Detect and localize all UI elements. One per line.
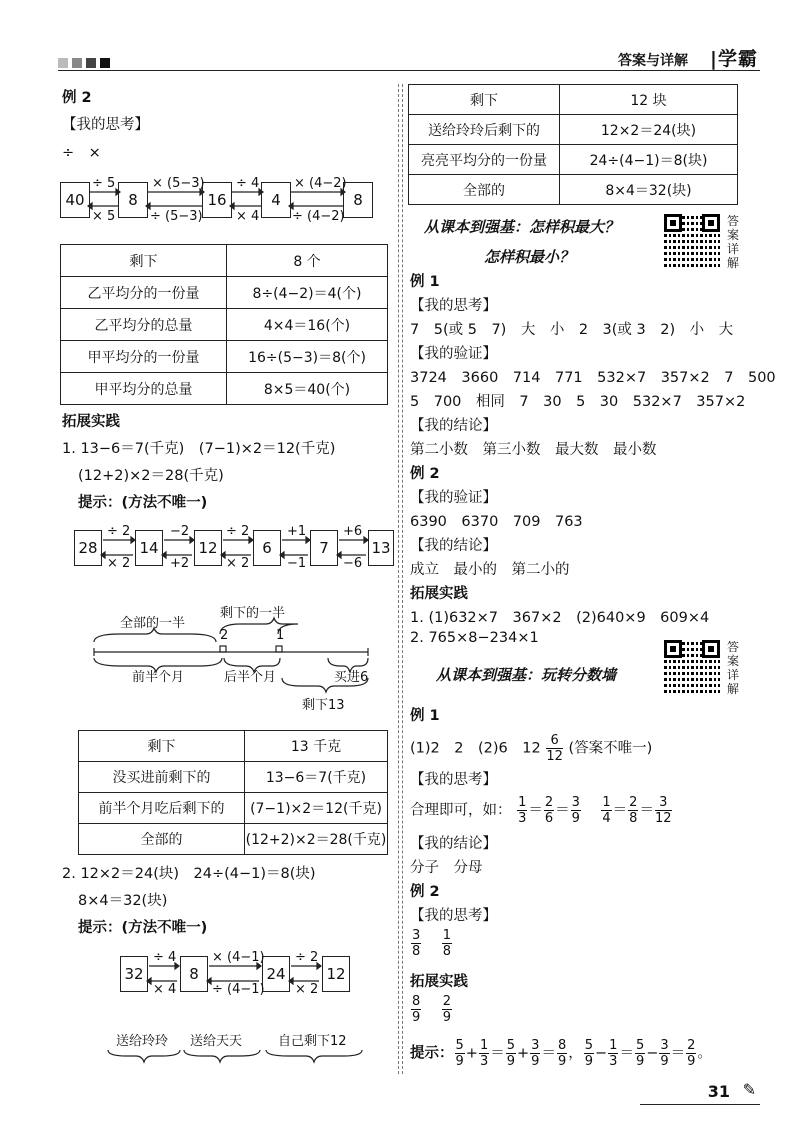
frac-den: 6 xyxy=(544,811,554,826)
s1-verify2-line: 6390 6370 709 763 xyxy=(410,514,583,530)
frac-den: 9 xyxy=(660,1054,669,1069)
label-n2: 2 xyxy=(220,628,229,643)
frac-den: 9 xyxy=(442,1010,451,1025)
hint-f2-1 xyxy=(608,1038,618,1069)
label-second-half-month: 后半个月 xyxy=(224,670,277,685)
frac-den: 8 xyxy=(629,811,638,826)
header-square-3 xyxy=(86,58,96,68)
frac-c1 xyxy=(442,928,452,959)
chain1-top-3: × (4−2) xyxy=(294,176,347,191)
frac-num: 1 xyxy=(609,1038,618,1053)
expand-practice-heading: 拓展实践 xyxy=(62,414,120,430)
chain1-box-2: 16 xyxy=(202,182,232,218)
chain3-top-0: ÷ 4 xyxy=(153,950,177,965)
q1-line-2: (12+2)×2＝28(千克) xyxy=(78,468,224,484)
hint-f1-1 xyxy=(479,1038,489,1069)
s1-example-1: 例 1 xyxy=(410,274,440,290)
chain1-box-4: 8 xyxy=(343,182,373,218)
s2-fracs-d xyxy=(410,994,453,1025)
frac-d1 xyxy=(442,994,452,1025)
label-first-half-month: 前半个月 xyxy=(132,670,185,685)
frac-a1 xyxy=(544,795,554,826)
chain3-box-0: 32 xyxy=(120,956,148,992)
t2-r3-c1: (12+2)×2＝28(千克) xyxy=(245,824,388,855)
table-1 xyxy=(60,244,388,405)
hint-f2-2 xyxy=(635,1038,645,1069)
table-3 xyxy=(408,84,738,205)
pencil-icon: ✎ xyxy=(742,1080,756,1099)
frac-num: 1 xyxy=(442,928,451,943)
chain1-bottom-0: × 5 xyxy=(92,209,116,224)
chain1-box-0: 40 xyxy=(60,182,90,218)
s2-conclusion-label: 【我的结论】 xyxy=(410,836,497,852)
footer-rule xyxy=(640,1104,760,1105)
frac-num: 3 xyxy=(412,928,421,943)
qr-caption-1: 答案详解 xyxy=(726,214,739,270)
frac-num: 2 xyxy=(629,795,638,810)
s2-line-1-pre: (1)2 2 (2)6 12 xyxy=(410,740,541,757)
frac-den: 8 xyxy=(412,944,421,959)
t3-r1-c0: 送给玲玲后剩下的 xyxy=(409,115,560,145)
s1-thinking-label: 【我的思考】 xyxy=(410,298,497,314)
frac-d0 xyxy=(411,994,421,1025)
segment-diagram-2-lines xyxy=(100,1044,390,1068)
header-rule xyxy=(58,70,760,71)
hint-f1-4 xyxy=(557,1038,567,1069)
qr-code-1-icon[interactable] xyxy=(664,214,720,270)
frac-den: 12 xyxy=(654,811,672,826)
hint-2: 提示：(方法不唯一) xyxy=(78,920,208,936)
frac-c0 xyxy=(411,928,421,959)
t1-r1-c0: 乙平均分的一份量 xyxy=(61,277,227,309)
t1-r1-c1: 8÷(4−2)＝4(个) xyxy=(227,277,388,309)
frac-b0 xyxy=(601,795,611,826)
chain3-bottom-1: ÷ (4−1) xyxy=(212,982,265,997)
frac-b1 xyxy=(628,795,638,826)
chain3-box-2: 24 xyxy=(262,956,290,992)
frac-a0 xyxy=(517,795,527,826)
column-divider-2 xyxy=(402,84,403,1074)
t1-r3-c1: 16÷(5−3)＝8(个) xyxy=(227,341,388,373)
s1-conclusion-line: 第二小数 第三小数 最大数 最小数 xyxy=(410,442,657,458)
hint-f1-3 xyxy=(530,1038,540,1069)
frac-den: 9 xyxy=(557,1054,567,1069)
s1-conclusion2-label: 【我的结论】 xyxy=(410,538,497,554)
t2-r1-c0: 没买进前剩下的 xyxy=(79,762,245,793)
t2-r1-c1: 13−6＝7(千克) xyxy=(245,762,388,793)
ops-text: ÷ × xyxy=(62,145,101,161)
s1-thinking-line: 7 5(或 5 7) 大 小 2 3(或 3 2) 小 大 xyxy=(410,322,734,338)
t1-r2-c1: 4×4＝16(个) xyxy=(227,309,388,341)
section1-title-line2: 怎样积最小？ xyxy=(484,248,575,266)
label-give-tiantian: 送给天天 xyxy=(190,1034,243,1049)
frac-num: 6 xyxy=(546,733,563,749)
frac-den: 9 xyxy=(635,1054,645,1069)
chain1-top-1: × (5−3) xyxy=(152,176,205,191)
t3-r3-c0: 全部的 xyxy=(409,175,560,205)
s1-verify-line-2: 5 700 相同 7 30 5 30 532×7 357×2 xyxy=(410,394,746,410)
chain2-top-1: −2 xyxy=(170,524,190,539)
t1-r4-c0: 甲平均分的总量 xyxy=(61,373,227,405)
frac-den: 3 xyxy=(479,1054,489,1069)
frac-num: 5 xyxy=(506,1038,515,1053)
frac-num: 3 xyxy=(571,795,580,810)
hint-f2-4 xyxy=(686,1038,696,1069)
chain2-box-1: 14 xyxy=(135,530,163,566)
t1-r4-c1: 8×5＝40(个) xyxy=(227,373,388,405)
label-all-half: 全部的一半 xyxy=(120,616,186,631)
s1-conclusion2-line: 成立 最小的 第二小的 xyxy=(410,562,570,578)
hint-1: 提示：(方法不唯一) xyxy=(78,495,208,511)
s1-expand-heading: 拓展实践 xyxy=(410,586,468,602)
frac-den: 9 xyxy=(506,1054,515,1069)
s2-thinking2-label: 【我的思考】 xyxy=(410,908,497,924)
frac-den: 9 xyxy=(531,1054,540,1069)
hint-f1-2 xyxy=(506,1038,516,1069)
frac-den: 9 xyxy=(412,1010,421,1025)
t1-r0-c0: 剩下 xyxy=(61,245,227,277)
chain2-bottom-4: −6 xyxy=(343,556,363,571)
frac-num: 1 xyxy=(479,1038,489,1053)
frac-den: 3 xyxy=(609,1054,618,1069)
hint-f1-0 xyxy=(455,1038,465,1069)
header-square-4 xyxy=(100,58,110,68)
column-divider xyxy=(398,84,399,1074)
hint-f2-0 xyxy=(584,1038,594,1069)
chain3-box-1: 8 xyxy=(180,956,208,992)
my-thinking-label: 【我的思考】 xyxy=(62,117,149,133)
chain3-box-3: 12 xyxy=(322,956,350,992)
chain1-bottom-1: ÷ (5−3) xyxy=(150,209,203,224)
frac-num: 2 xyxy=(687,1038,696,1053)
s2-expand-heading: 拓展实践 xyxy=(410,974,468,990)
chain2-top-0: ÷ 2 xyxy=(107,524,131,539)
s1-expand-2: 2. 765×8−234×1 xyxy=(410,630,539,646)
frac-num: 3 xyxy=(655,795,672,811)
s2-fracs-c xyxy=(410,928,453,959)
s1-expand-1: 1. (1)632×7 367×2 (2)640×9 609×4 xyxy=(410,610,710,626)
label-remaining-half: 剩下的一半 xyxy=(220,606,286,621)
frac-num: 8 xyxy=(557,1038,567,1053)
t3-r0-c1: 12 块 xyxy=(560,85,738,115)
frac-num: 3 xyxy=(531,1038,540,1053)
s1-verify-label: 【我的验证】 xyxy=(410,346,497,362)
chain3-bottom-0: × 4 xyxy=(153,982,177,997)
frac-den: 9 xyxy=(687,1054,696,1069)
chain1-top-0: ÷ 5 xyxy=(92,176,116,191)
chain3-top-2: ÷ 2 xyxy=(295,950,319,965)
hint-f2-3 xyxy=(659,1038,669,1069)
q2-line-1: 2. 12×2＝24(块) 24÷(4−1)＝8(块) xyxy=(62,866,316,882)
frac-num: 1 xyxy=(602,795,611,810)
header-square-2 xyxy=(72,58,82,68)
s2-reason-line: 合理即可，如： $\frac{1}{3}$ ＝ $\frac{2}{6}$ ＝ $\frac{3}{9}$ $\frac{1}{4}$ ＝ $\frac{2}{8}$ ＝ $\frac{3}{12}$ xyxy=(410,795,672,826)
t3-r2-c0: 亮亮平均分的一份量 xyxy=(409,145,560,175)
frac-den: 12 xyxy=(546,749,563,764)
label-self-remain-12: 自己剩下12 xyxy=(278,1034,347,1049)
page-number: 31 xyxy=(707,1082,730,1101)
t3-r2-c1: 24÷(4−1)＝8(块) xyxy=(560,145,738,175)
t3-r3-c1: 8×4＝32(块) xyxy=(560,175,738,205)
header-square-1 xyxy=(58,58,68,68)
frac-num: 5 xyxy=(584,1038,593,1053)
example-2-heading: 例 2 xyxy=(62,90,92,106)
chain2-box-5: 13 xyxy=(368,530,394,566)
s1-conclusion-label: 【我的结论】 xyxy=(410,418,497,434)
header-logo: |学霸 xyxy=(710,48,758,70)
chain2-box-0: 28 xyxy=(74,530,102,566)
frac-den: 4 xyxy=(602,811,611,826)
q2-line-2: 8×4＝32(块) xyxy=(78,893,168,909)
chain2-bottom-1: +2 xyxy=(170,556,190,571)
q1-line-1: 1. 13−6＝7(千克) (7−1)×2＝12(千克) xyxy=(62,441,336,457)
header-brand: 答案与详解 xyxy=(618,53,688,69)
label-give-lingling: 送给玲玲 xyxy=(116,1034,169,1049)
t2-r2-c0: 前半个月吃后剩下的 xyxy=(79,793,245,824)
section2-title: 从课本到强基：玩转分数墙 xyxy=(436,666,617,684)
chain2-box-3: 6 xyxy=(253,530,281,566)
chain2-box-2: 12 xyxy=(194,530,222,566)
frac-num: 2 xyxy=(442,994,451,1009)
section1-title-line1: 从课本到强基：怎样积最大？ xyxy=(424,218,620,236)
frac-b2 xyxy=(655,795,672,826)
t1-r3-c0: 甲平均分的一份量 xyxy=(61,341,227,373)
t2-r0-c1: 13 千克 xyxy=(245,731,388,762)
chain2-bottom-2: × 2 xyxy=(226,556,250,571)
s2-line-1-fraction xyxy=(546,733,563,764)
label-bought: 买进6 xyxy=(334,670,369,685)
s2-example-1: 例 1 xyxy=(410,708,440,724)
frac-num: 1 xyxy=(518,795,527,810)
s2-hint-line: 提示： $\frac{5}{9}$ + $\frac{1}{3}$ ＝ $\frac{5}{9}$ + $\frac{3}{9}$ ＝ $\frac{8}{9}$ ， $\frac{5}{9}$ − $\frac{1}{3}$ ＝ $\frac{5}{9}$ − $\frac{3}{9}$ ＝ $\frac{2}{9}$ 。 xyxy=(410,1038,712,1069)
s2-line-1-post: (答案不唯一) xyxy=(568,740,653,757)
chain2-box-4: 7 xyxy=(310,530,338,566)
t2-r2-c1: (7−1)×2＝12(千克) xyxy=(245,793,388,824)
s2-example-2: 例 2 xyxy=(410,884,440,900)
t2-r3-c0: 全部的 xyxy=(79,824,245,855)
chain1-top-2: ÷ 4 xyxy=(236,176,260,191)
s1-example-2: 例 2 xyxy=(410,466,440,482)
s2-conclusion-line: 分子 分母 xyxy=(410,860,483,876)
frac-a2 xyxy=(571,795,581,826)
hint-label: 提示： xyxy=(410,1045,454,1062)
chain1-box-3: 4 xyxy=(261,182,291,218)
chain2-top-3: +1 xyxy=(287,524,307,539)
chain1-bottom-3: ÷ (4−2) xyxy=(292,209,345,224)
frac-num: 2 xyxy=(544,795,554,810)
chain2-top-4: +6 xyxy=(343,524,363,539)
chain2-bottom-0: × 2 xyxy=(107,556,131,571)
t3-r1-c1: 12×2＝24(块) xyxy=(560,115,738,145)
s2-line-1 xyxy=(410,733,652,764)
s2-reason-text: 合理即可，如： xyxy=(410,802,512,819)
chain1-bottom-2: × 4 xyxy=(236,209,260,224)
frac-num: 5 xyxy=(635,1038,645,1053)
frac-den: 9 xyxy=(455,1054,464,1069)
frac-num: 5 xyxy=(455,1038,464,1053)
s1-verify-line-1: 3724 3660 714 771 532×7 357×2 7 500 xyxy=(410,370,776,386)
chain3-bottom-2: × 2 xyxy=(295,982,319,997)
t1-r0-c1: 8 个 xyxy=(227,245,388,277)
t1-r2-c0: 乙平均分的总量 xyxy=(61,309,227,341)
frac-den: 9 xyxy=(584,1054,593,1069)
s1-verify2-label: 【我的验证】 xyxy=(410,490,497,506)
label-remaining-13: 剩下13 xyxy=(302,698,345,713)
frac-den: 9 xyxy=(571,811,580,826)
s2-thinking-label: 【我的思考】 xyxy=(410,772,497,788)
frac-num: 3 xyxy=(660,1038,669,1053)
chain3-top-1: × (4−1) xyxy=(212,950,265,965)
frac-den: 3 xyxy=(518,811,527,826)
frac-num: 8 xyxy=(412,994,421,1009)
chain2-bottom-3: −1 xyxy=(287,556,307,571)
t2-r0-c0: 剩下 xyxy=(79,731,245,762)
frac-den: 8 xyxy=(442,944,451,959)
t3-r0-c0: 剩下 xyxy=(409,85,560,115)
qr-code-2-icon[interactable] xyxy=(664,640,720,696)
chain1-box-1: 8 xyxy=(118,182,148,218)
label-n1: 1 xyxy=(276,628,285,643)
qr-caption-2: 答案详解 xyxy=(726,640,739,696)
chain2-top-2: ÷ 2 xyxy=(226,524,250,539)
table-2 xyxy=(78,730,388,855)
